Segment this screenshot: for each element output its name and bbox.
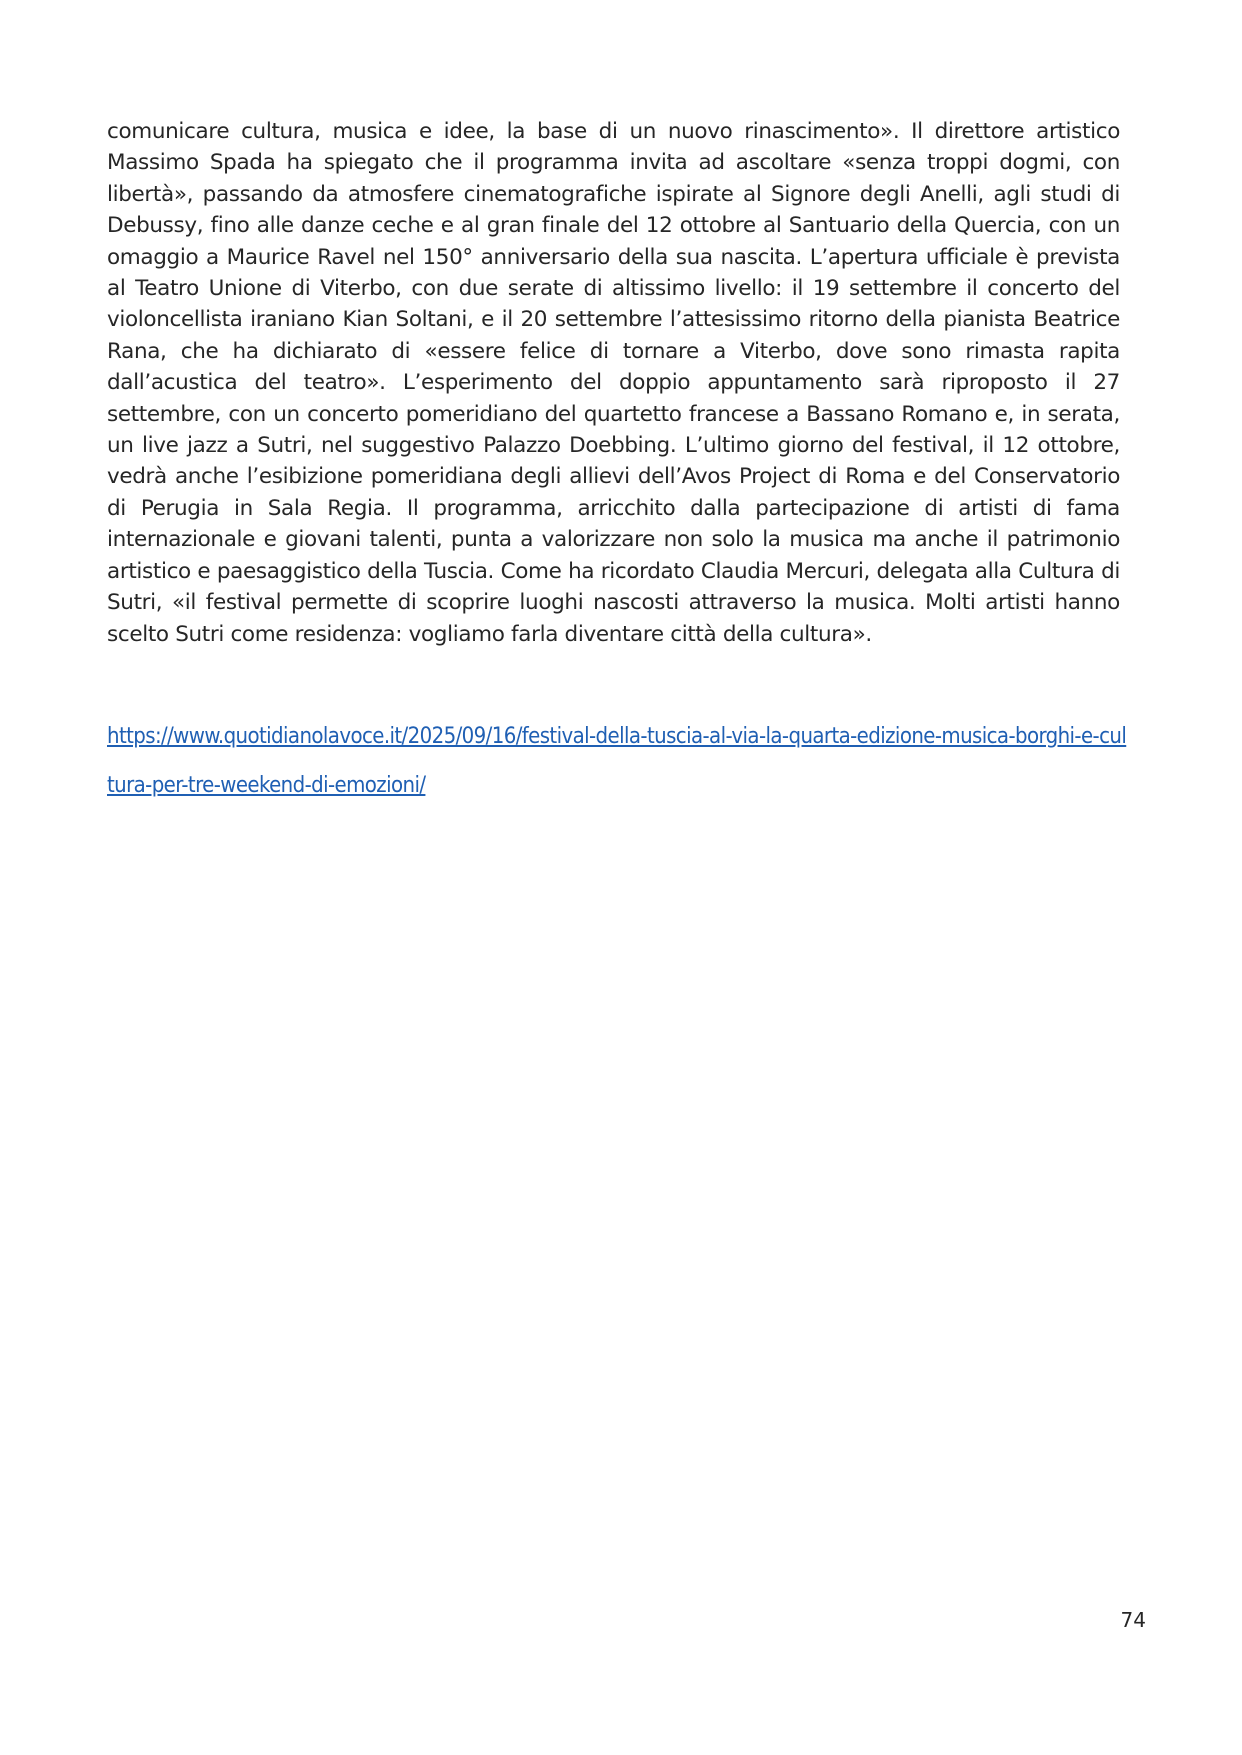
page-number: 74 bbox=[1120, 1608, 1146, 1632]
source-link[interactable]: https://www.quotidianolavoce.it/2025/09/16/festival-della-tuscia-al-via-la-quarta-edizione-musica-borghi-e-cultura-per-tre-weekend-di-emozioni/ bbox=[107, 724, 1127, 798]
article-paragraph: comunicare cultura, musica e idee, la base di un nuovo rinascimento». Il direttore artistico Massimo Spada ha spiegato che il programma invita ad ascoltare «senza troppi dogmi, con libertà», passando da atmosfere cinematografiche ispirate al Signore degli Anelli, agli studi di Debussy, fino alle danze ceche e al gran finale del 12 ottobre al Santuario della Quercia, con un omaggio a Maurice Ravel nel 150° anniversario della sua nascita. L’apertura ufficiale è prevista al Teatro Unione di Viterbo, con due serate di altissimo livello: il 19 settembre il concerto del violoncellista iraniano Kian Soltani, e il 20 settembre l’attesissimo ritorno della pianista Beatrice Rana, che ha dichiarato di «essere felice di tornare a Viterbo, dove sono rimasta rapita dall’acustica del teatro». L’esperimento del doppio appuntamento sarà riproposto il 27 settembre, con un concerto pomeridiano del quartetto francese a Bassano Romano e, in serata, un live jazz a Sutri, nel suggestivo Palazzo Doebbing. L’ultimo giorno del festival, il 12 ottobre, vedrà anche l’esibizione pomeridiana degli allievi dell’Avos Project di Roma e del Conservatorio di Perugia in Sala Regia. Il programma, arricchito dalla partecipazione di artisti di fama internazionale e giovani talenti, punta a valorizzare non solo la musica ma anche il patrimonio artistico e paesaggistico della Tuscia. Come ha ricordato Claudia Mercuri, delegata alla Cultura di Sutri, «il festival permette di scoprire luoghi nascosti attraverso la musica. Molti artisti hanno scelto Sutri come residenza: vogliamo farla diventare città della cultura». bbox=[107, 119, 1120, 647]
